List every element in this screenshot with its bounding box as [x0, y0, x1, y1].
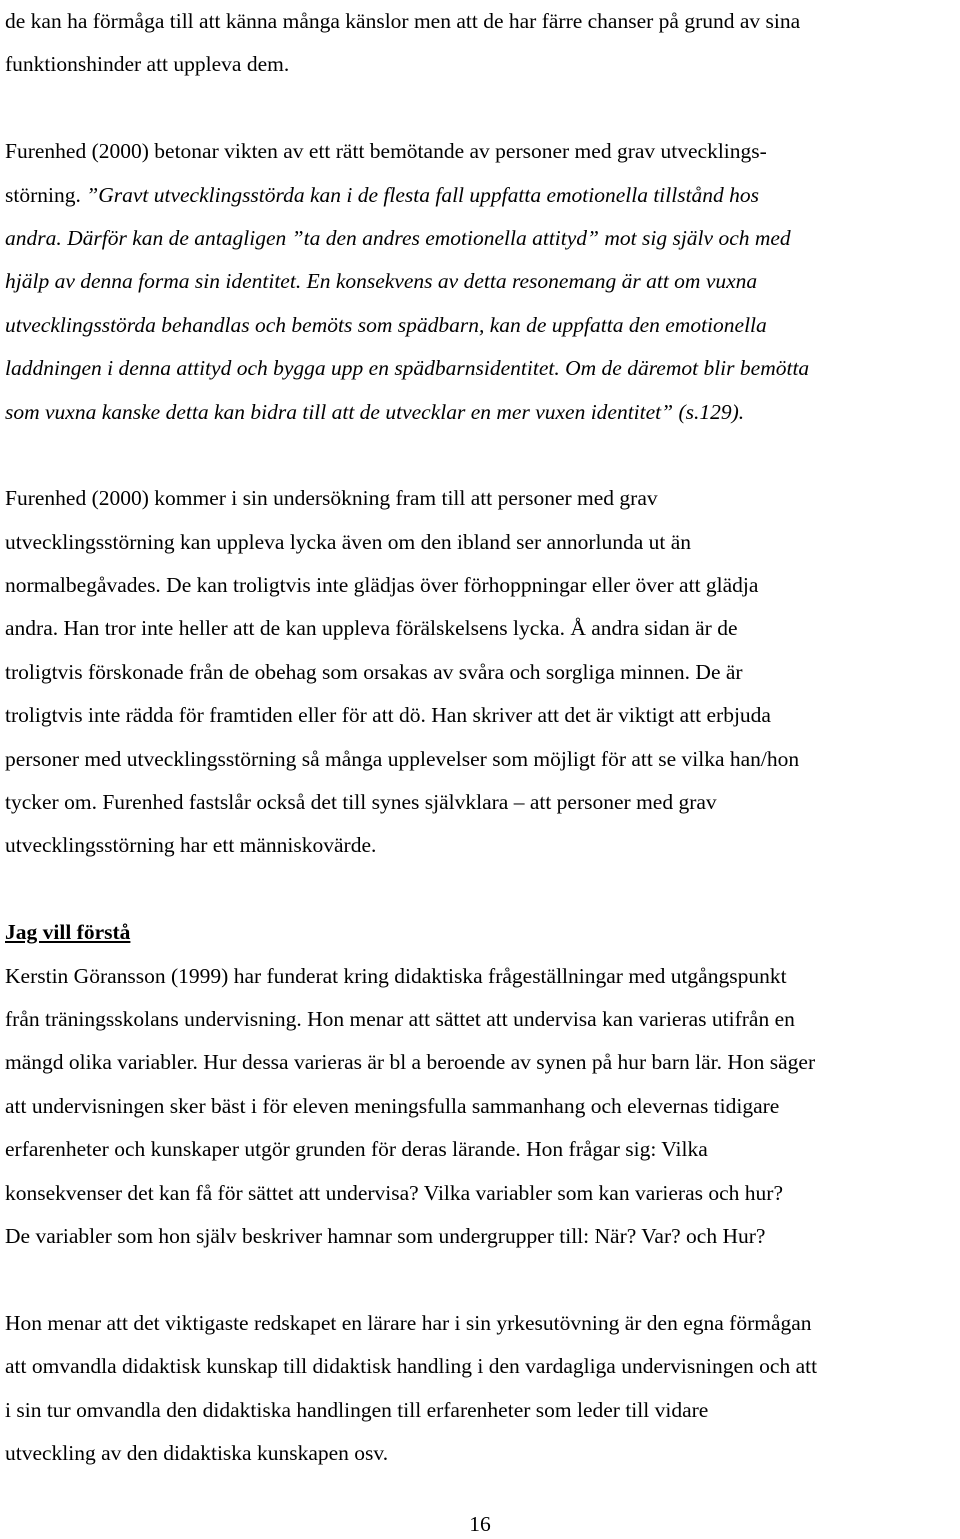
text-line: [5, 1172, 960, 1215]
text-line: [5, 521, 960, 564]
text-segment: De variabler som hon själv beskriver hamnar som undergrupper till: När? Var? och Hur?: [5, 1223, 766, 1248]
text-line: [5, 130, 960, 173]
text-segment: tycker om. Furenhed fastslår också det till synes självklara – att personer med grav: [5, 790, 717, 815]
quoted-text-segment: hjälp av denna forma sin identitet.: [5, 269, 307, 294]
text-line: [5, 391, 960, 434]
text-segment: Furenhed (2000) kommer i sin undersökning fram till att personer med grav: [5, 486, 658, 511]
text-line: [5, 1389, 960, 1432]
paragraph-gap: [5, 868, 960, 911]
quoted-text-segment: ”Gravt utvecklingsstörda kan i de flesta fall uppfatta emotionella tillstånd hos: [86, 182, 760, 207]
text-line: [5, 1345, 960, 1388]
text-segment: mängd olika variabler. Hur dessa varieras är bl a beroende av synen på hur barn lär. Hon säger: [5, 1050, 816, 1075]
text-line: [5, 1215, 960, 1258]
text-segment: personer med utvecklingsstörning så många upplevelser som möjligt för att se vilka han/hon: [5, 746, 800, 771]
text-segment: utveckling av den didaktiska kunskapen osv.: [5, 1440, 389, 1465]
text-segment: erfarenheter och kunskaper utgör grunden för deras lärande. Hon frågar sig: Vilka: [5, 1137, 708, 1162]
quoted-text-segment: som vuxna kanske detta kan bidra till att de utvecklar en mer vuxen identitet” (s.129).: [5, 399, 745, 424]
text-segment: normalbegåvades. De kan troligtvis inte glädjas över förhoppningar eller över att glädja: [5, 573, 759, 598]
text-line: [5, 564, 960, 607]
text-line: [5, 43, 960, 86]
text-segment: utvecklingsstörning kan uppleva lycka även om den ibland ser annorlunda ut än: [5, 529, 692, 554]
paragraph: [5, 955, 960, 1259]
text-line: [5, 174, 960, 217]
paragraph: [5, 477, 960, 868]
body-text: [5, 0, 960, 868]
text-segment: att undervisningen sker bäst i för eleven meningsfulla sammanhang och elevernas tidigare: [5, 1093, 780, 1118]
text-line: [5, 347, 960, 390]
section-body-text: [5, 955, 960, 1476]
text-segment: från träningsskolans undervisning. Hon menar att sättet att undervisa kan varieras utifrån en: [5, 1007, 795, 1031]
quoted-text-segment: laddningen i denna attityd och bygga upp en spädbarnsidentitet. Om de däremot blir bemötta: [5, 356, 810, 381]
text-line: [5, 477, 960, 520]
paragraph: [5, 1302, 960, 1476]
text-line: [5, 1041, 960, 1084]
paragraph-gap: [5, 434, 960, 477]
text-segment: funktionshinder att uppleva dem.: [5, 52, 290, 77]
text-line: [5, 1432, 960, 1475]
text-segment: utvecklingsstörning har ett människovärde.: [5, 833, 377, 858]
text-segment: Furenhed (2000) betonar vikten av ett rätt bemötande av personer med grav utvecklings-: [5, 139, 767, 164]
paragraph-gap: [5, 1258, 960, 1301]
document-page: [5, 0, 960, 1475]
text-line: [5, 304, 960, 347]
text-line: [5, 651, 960, 694]
text-line: [5, 738, 960, 781]
text-segment: i sin tur omvandla den didaktiska handlingen till erfarenheter som leder till vidare: [5, 1397, 709, 1422]
text-segment: att omvandla didaktisk kunskap till didaktisk handling i den vardagliga undervisningen och att: [5, 1354, 818, 1379]
text-line: [5, 1302, 960, 1345]
text-segment: troligtvis förskonade från de obehag som orsakas av svåra och sorgliga minnen. De är: [5, 659, 743, 684]
text-segment: de kan ha förmåga till att känna många känslor men att de har färre chanser på grund av sina: [5, 9, 801, 33]
text-line: [5, 781, 960, 824]
section-heading: Jag vill förstå: [5, 920, 131, 945]
text-segment: konsekvenser det kan få för sättet att undervisa? Vilka variabler som kan varieras och hur?: [5, 1180, 783, 1205]
text-line: [5, 217, 960, 260]
text-line: [5, 955, 960, 998]
paragraph-gap: [5, 87, 960, 130]
quoted-text-segment: andra. Därför kan de antagligen ”ta den andres emotionella attityd” mot sig själv och med: [5, 225, 791, 250]
text-line: [5, 998, 960, 1041]
text-segment: Kerstin Göransson (1999) har funderat kring didaktiska frågeställningar med utgångspunkt: [5, 963, 787, 988]
text-segment: störning.: [5, 182, 87, 207]
text-segment: Hon menar att det viktigaste redskapet en lärare har i sin yrkesutövning är den egna förmågan: [5, 1310, 812, 1335]
quoted-text-segment: En konsekvens av detta resonemang är att om vuxna: [306, 269, 758, 294]
text-line: [5, 824, 960, 867]
text-segment: troligtvis inte rädda för framtiden eller för att dö. Han skriver att det är viktigt att erbjuda: [5, 703, 771, 728]
text-line: [5, 1085, 960, 1128]
text-line: [5, 0, 960, 43]
text-line: [5, 1128, 960, 1171]
text-line: [5, 694, 960, 737]
paragraph: [5, 130, 960, 434]
text-segment: andra. Han tror inte heller att de kan uppleva förälskelsens lycka. Å andra sidan är de: [5, 616, 738, 641]
page-number: 16: [469, 1512, 491, 1536]
quoted-text-segment: utvecklingsstörda behandlas och bemöts som spädbarn, kan de uppfatta den emotionella: [5, 312, 767, 337]
text-line: [5, 260, 960, 303]
text-line: [5, 607, 960, 650]
paragraph: [5, 0, 960, 87]
